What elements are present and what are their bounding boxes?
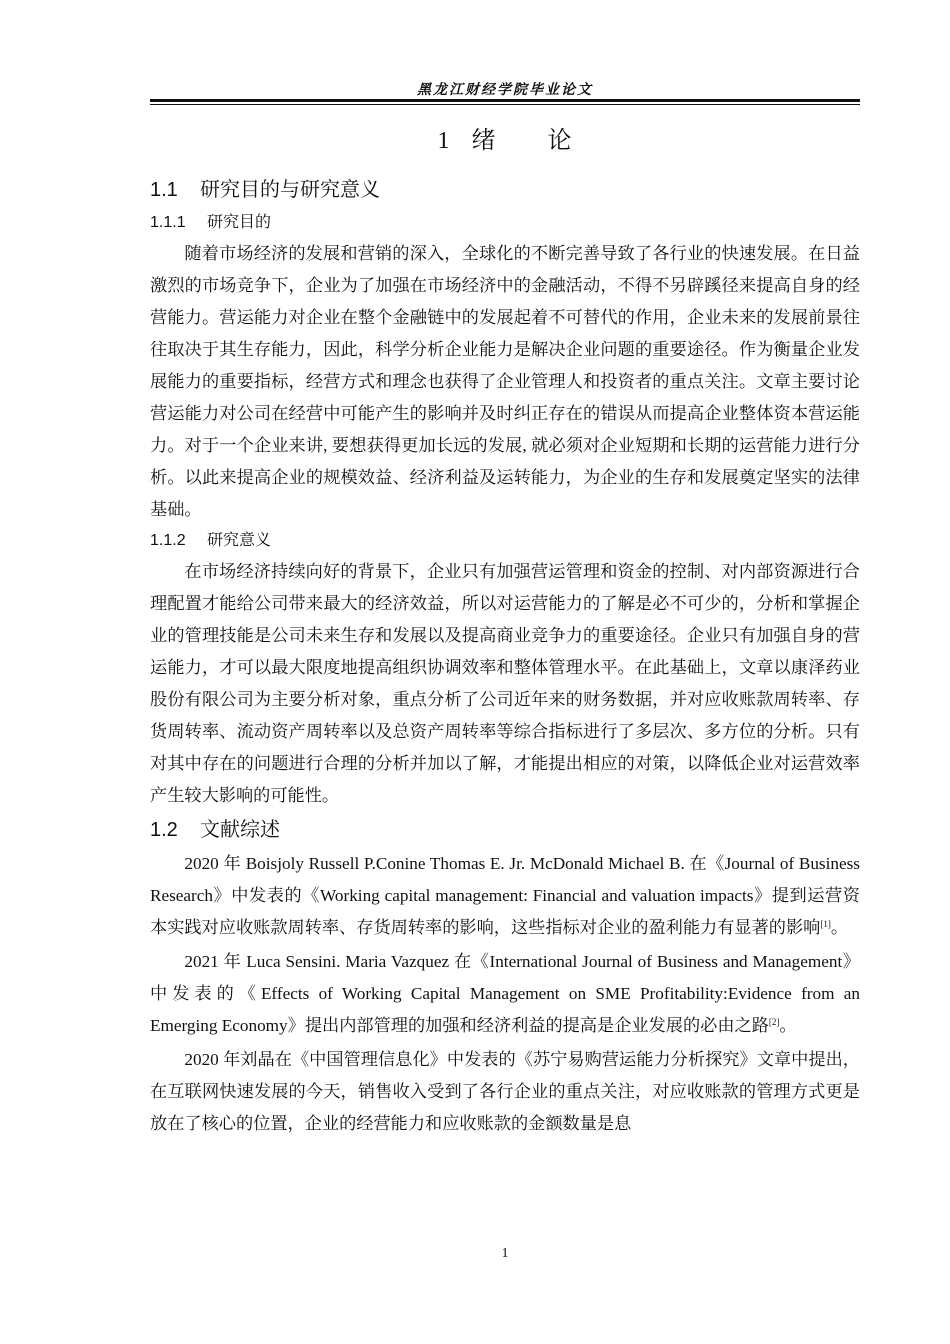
chapter-title-part1: 绪 (471, 128, 497, 154)
running-header: 黑龙江财经学院毕业论文 (417, 83, 593, 98)
paragraph-literature-2: 2021 年 Luca Sensini. Maria Vazquez 在《International Journal of Business and Management》中发表的《Effects of Working Capital Management on SME Profitability:Evidence from an Emerging Economy》提出内部管理的加强和经济利益的提高是企业发展的必由之路[2]。 (150, 952, 860, 1035)
subsection-number: 1.1.2 (150, 532, 186, 549)
section-title: 文献综述 (200, 819, 280, 841)
chapter-number: 1 (437, 128, 451, 154)
subsection-heading (150, 208, 860, 238)
chapter-title-part2: 论 (547, 128, 573, 154)
header-rule-thin (150, 104, 860, 105)
section-heading (150, 172, 860, 208)
chapter-title (150, 120, 860, 155)
section-heading (150, 812, 860, 848)
citation-ref: [2] (768, 1017, 780, 1027)
paragraph-research-significance: 在市场经济持续向好的背景下，企业只有加强营运管理和资金的控制、对内部资源进行合理配置才能给公司带来最大的经济效益，所以对运营能力的了解是必不可少的，分析和掌握企业的管理技能是公司未来生存和发展以及提高商业竞争力的重要途径。企业只有加强自身的营运能力，才可以最大限度地提高组织协调效率和整体管理水平。在此基础上，文章以康泽药业股份有限公司为主要分析对象，重点分析了公司近年来的财务数据，并对应收账款周转率、存货周转率、流动资产周转率以及总资产周转率等综合指标进行了多层次、多方位的分析。只有对其中存在的问题进行合理的分析并加以了解，才能提出相应的对策，以降低企业对运营效率产生较大影响的可能性。 (150, 562, 860, 805)
paragraph-literature-3: 2020 年刘晶在《中国管理信息化》中发表的《苏宁易购营运能力分析探究》文章中提出，在互联网快速发展的今天，销售收入受到了各行企业的重点关注，对应收账款的管理方式更是放在了核心的位置，企业的经营能力和应收账款的金额数量是息 (150, 1050, 860, 1133)
subsection-title: 研究意义 (207, 532, 272, 549)
paragraph-research-purpose: 随着市场经济的发展和营销的深入，全球化的不断完善导致了各行业的快速发展。在日益激烈的市场竞争下，企业为了加强在市场经济中的金融活动，不得不另辟蹊径来提高自身的经营能力。营运能力对企业在整个金融链中的发展起着不可替代的作用，企业未来的发展前景往往取决于其生存能力，因此，科学分析企业能力是解决企业问题的重要途径。作为衡量企业发展能力的重要指标，经营方式和理念也获得了企业管理人和投资者的重点关注。文章主要讨论营运能力对公司在经营中可能产生的影响并及时纠正存在的错误从而提高企业整体资本营运能力。对于一个企业来讲, 要想获得更加长远的发展, 就必须对企业短期和长期的运营能力进行分析。以此来提高企业的规模效益、经济利益及运转能力，为企业的生存和发展奠定坚实的法律基础。 (150, 244, 860, 519)
page-number: 1 (501, 1246, 509, 1261)
subsection-number: 1.1.1 (150, 214, 186, 231)
section-number: 1.1 (150, 179, 178, 201)
header-rule-thick (150, 99, 860, 102)
paragraph-literature-1: 2020 年 Boisjoly Russell P.Conine Thomas E. Jr. McDonald Michael B. 在《Journal of Business Research》中发表的《Working capital management: Financial and valuation impacts》提到运营资本实践对应收账款周转率、存货周转率的影响，这些指标对企业的盈利能力有显著的影响[1]。 (150, 854, 860, 937)
subsection-title: 研究目的 (207, 214, 272, 231)
section-title: 研究目的与研究意义 (200, 179, 380, 201)
citation-ref: [1] (820, 919, 831, 929)
section-number: 1.2 (150, 819, 178, 841)
body-content (150, 172, 860, 1140)
subsection-heading (150, 526, 860, 556)
